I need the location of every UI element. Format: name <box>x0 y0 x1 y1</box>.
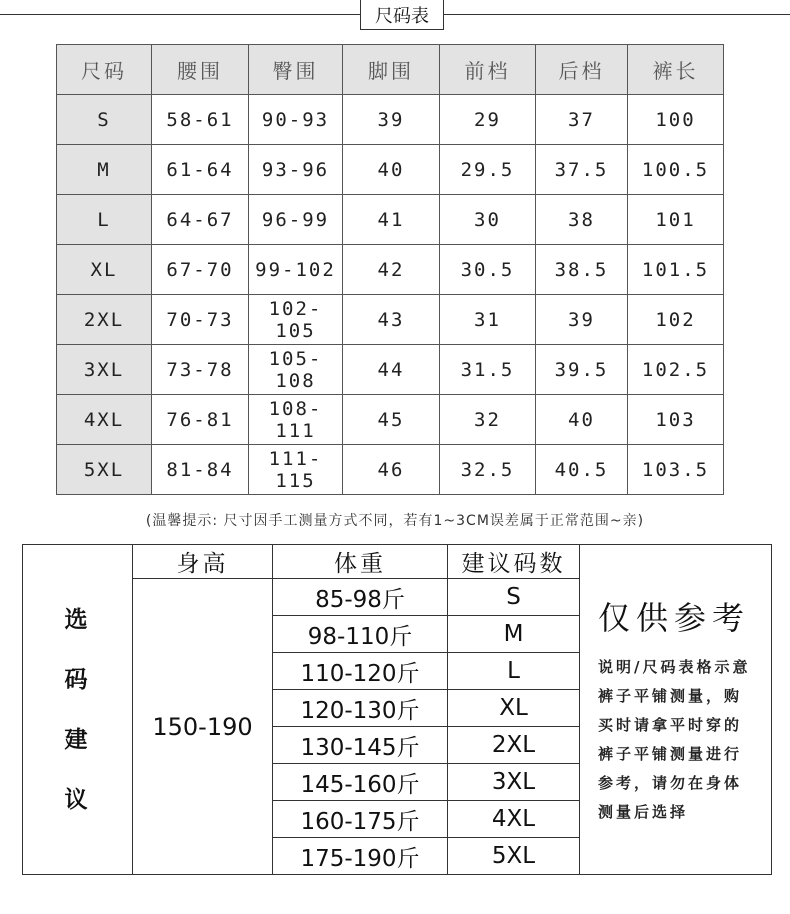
recommended-size-cell: 5XL <box>448 838 580 875</box>
header-cell: 脚围 <box>343 45 440 95</box>
size-cell: XL <box>57 245 152 295</box>
height-range: 150-190 <box>133 579 273 875</box>
measure-cell: 32 <box>440 395 536 445</box>
header-weight: 体重 <box>273 545 448 579</box>
measure-cell: 30 <box>440 195 536 245</box>
size-cell: M <box>57 145 152 195</box>
measure-cell: 37.5 <box>536 145 628 195</box>
measure-cell: 39 <box>536 295 628 345</box>
label-char: 建 <box>64 726 91 753</box>
measure-cell: 81-84 <box>152 445 249 495</box>
measure-cell: 40 <box>343 145 440 195</box>
weight-cell: 85-98斤 <box>273 579 448 616</box>
recommendation-header-row <box>23 545 772 579</box>
page-title: 尺码表 <box>360 0 444 30</box>
measure-cell: 43 <box>343 295 440 345</box>
table-row <box>57 245 724 295</box>
measure-cell: 37 <box>536 95 628 145</box>
recommendation-label <box>23 545 133 875</box>
measure-cell: 105-108 <box>249 345 343 395</box>
measure-cell: 58-61 <box>152 95 249 145</box>
table-row <box>57 295 724 345</box>
size-cell: 2XL <box>57 295 152 345</box>
table-row <box>57 95 724 145</box>
measure-cell: 103.5 <box>628 445 724 495</box>
table-row <box>57 445 724 495</box>
measure-cell: 102 <box>628 295 724 345</box>
header-cell: 前档 <box>440 45 536 95</box>
measure-cell: 70-73 <box>152 295 249 345</box>
table-row <box>57 145 724 195</box>
measure-cell: 101.5 <box>628 245 724 295</box>
measure-cell: 40 <box>536 395 628 445</box>
title-divider-right <box>444 14 790 15</box>
measure-cell: 32.5 <box>440 445 536 495</box>
measure-cell: 30.5 <box>440 245 536 295</box>
size-cell: 5XL <box>57 445 152 495</box>
measure-cell: 102-105 <box>249 295 343 345</box>
note-line: 参考，请勿在身体 <box>598 774 743 792</box>
measure-cell: 42 <box>343 245 440 295</box>
table-row <box>57 195 724 245</box>
weight-cell: 175-190斤 <box>273 838 448 875</box>
size-cell: 3XL <box>57 345 152 395</box>
measurement-tip: (温馨提示: 尺寸因手工测量方式不同，若有1~3CM误差属于正常范围~亲) <box>145 513 645 529</box>
title-divider-left <box>0 14 360 15</box>
measure-cell: 41 <box>343 195 440 245</box>
weight-cell: 110-120斤 <box>273 653 448 690</box>
label-char: 码 <box>64 666 91 693</box>
measure-cell: 29.5 <box>440 145 536 195</box>
header-cell: 腰围 <box>152 45 249 95</box>
measure-cell: 39 <box>343 95 440 145</box>
weight-cell: 98-110斤 <box>273 616 448 653</box>
weight-cell: 145-160斤 <box>273 764 448 801</box>
measure-cell: 61-64 <box>152 145 249 195</box>
measure-cell: 44 <box>343 345 440 395</box>
weight-cell: 160-175斤 <box>273 801 448 838</box>
recommended-size-cell: 2XL <box>448 727 580 764</box>
note-line: 裤子平铺测量，购 <box>598 687 743 705</box>
measure-cell: 108-111 <box>249 395 343 445</box>
size-chart-header-row <box>57 45 724 95</box>
weight-cell: 120-130斤 <box>273 690 448 727</box>
recommended-size-cell: M <box>448 616 580 653</box>
size-cell: S <box>57 95 152 145</box>
recommended-size-cell: L <box>448 653 580 690</box>
recommended-size-cell: 3XL <box>448 764 580 801</box>
note-line: 买时请拿平时穿的 <box>598 716 743 734</box>
measure-cell: 67-70 <box>152 245 249 295</box>
measure-cell: 64-67 <box>152 195 249 245</box>
size-cell: 4XL <box>57 395 152 445</box>
measure-cell: 39.5 <box>536 345 628 395</box>
weight-cell: 130-145斤 <box>273 727 448 764</box>
header-cell: 裤长 <box>628 45 724 95</box>
size-recommendation-table <box>22 544 772 875</box>
header-size: 建议码数 <box>448 545 580 579</box>
measure-cell: 90-93 <box>249 95 343 145</box>
measure-cell: 73-78 <box>152 345 249 395</box>
note-line: 裤子平铺测量进行 <box>598 745 743 763</box>
table-row <box>57 345 724 395</box>
measure-cell: 101 <box>628 195 724 245</box>
size-chart-table <box>56 44 724 495</box>
measure-cell: 38.5 <box>536 245 628 295</box>
recommended-size-cell: XL <box>448 690 580 727</box>
note-body <box>598 653 761 827</box>
note-title: 仅供参考 <box>598 599 751 637</box>
measure-cell: 102.5 <box>628 345 724 395</box>
header-cell: 臀围 <box>249 45 343 95</box>
header-cell: 尺码 <box>57 45 152 95</box>
measure-cell: 29 <box>440 95 536 145</box>
note-line: 测量后选择 <box>598 803 689 821</box>
reference-note <box>580 545 772 875</box>
label-char: 选 <box>64 606 91 633</box>
measure-cell: 38 <box>536 195 628 245</box>
measure-cell: 100 <box>628 95 724 145</box>
measure-cell: 76-81 <box>152 395 249 445</box>
measure-cell: 100.5 <box>628 145 724 195</box>
measure-cell: 31.5 <box>440 345 536 395</box>
header-cell: 后档 <box>536 45 628 95</box>
measure-cell: 46 <box>343 445 440 495</box>
label-char: 议 <box>64 786 91 813</box>
size-cell: L <box>57 195 152 245</box>
measure-cell: 96-99 <box>249 195 343 245</box>
recommended-size-cell: 4XL <box>448 801 580 838</box>
measure-cell: 45 <box>343 395 440 445</box>
measure-cell: 111-115 <box>249 445 343 495</box>
note-line: 说明/尺码表格示意 <box>598 658 751 676</box>
measure-cell: 40.5 <box>536 445 628 495</box>
table-row <box>57 395 724 445</box>
measure-cell: 31 <box>440 295 536 345</box>
measure-cell: 99-102 <box>249 245 343 295</box>
measure-cell: 103 <box>628 395 724 445</box>
measure-cell: 93-96 <box>249 145 343 195</box>
header-height: 身高 <box>133 545 273 579</box>
recommended-size-cell: S <box>448 579 580 616</box>
